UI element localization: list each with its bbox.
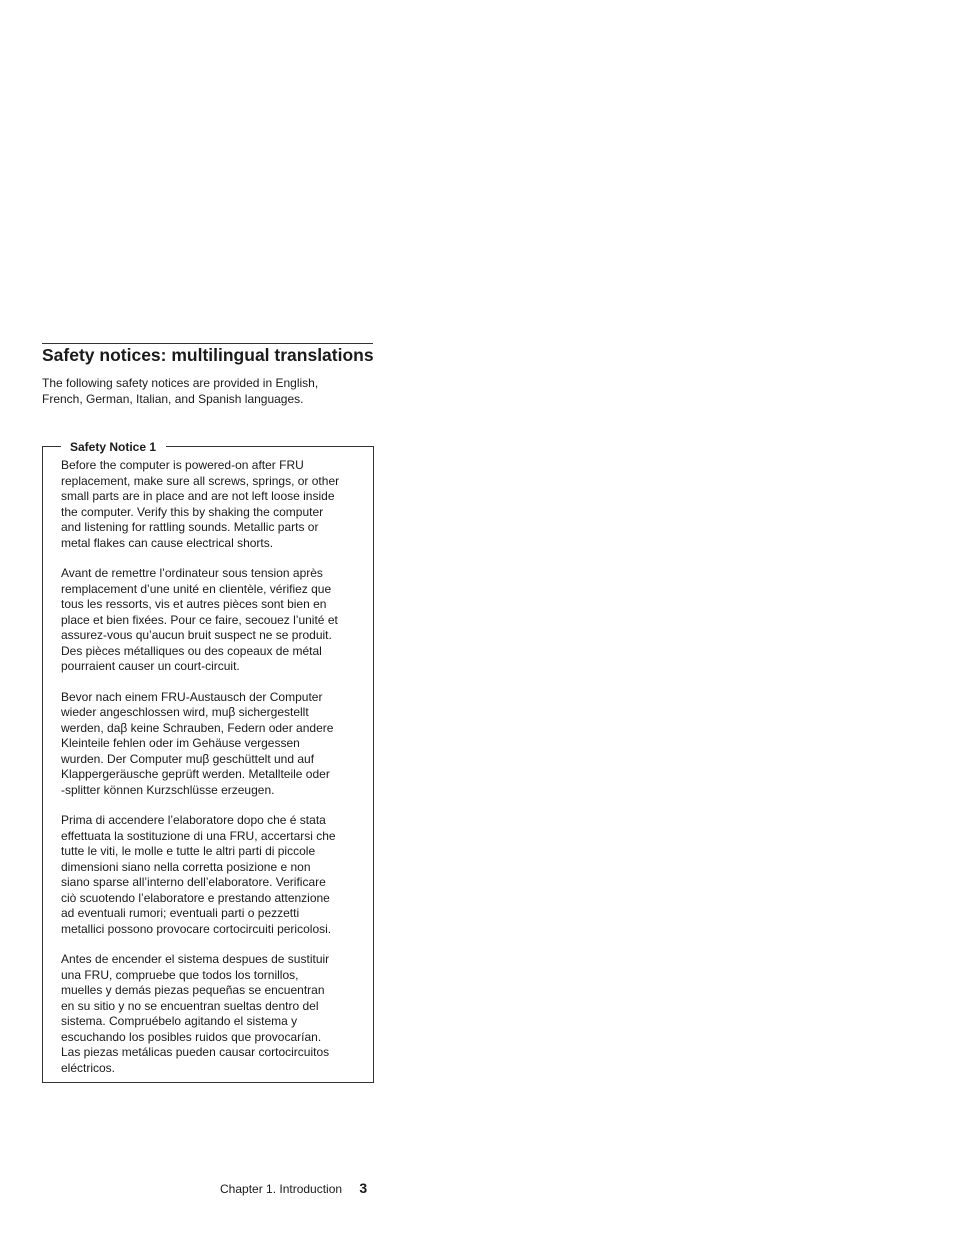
notice-paragraph-english: Before the computer is powered-on after FRU replacement, make sure all screws, springs, or other small parts are in place and are not left loose inside the computer. Verify this by shaking the computer and listening for rattling sounds. Metallic parts or metal flakes can cause electrical shorts. (61, 458, 340, 550)
safety-notice-box (42, 440, 374, 1083)
notice-body (61, 458, 361, 1091)
page-title: Safety notices: multilingual translations (42, 345, 374, 365)
notice-paragraph-italian: Prima di accendere l’elaboratore dopo che é stata effettuata la sostituzione di una FRU, accertarsi che tutte le viti, le molle e tutte le altri parti di piccole dimensioni siano nella corretta posizione e non siano sparse all’interno dell’elaboratore. Verificare ciò scuotendo l’elaboratore e prestando attenzione ad eventuali rumori; eventuali parti o pezzetti metallici possono provocare cortocircuiti pericolosi. (61, 813, 336, 936)
notice-box-top-border-right (166, 446, 373, 447)
notice-paragraph-french: Avant de remettre l’ordinateur sous tension après remplacement d’une unité en clientèle, vérifiez que tous les ressorts, vis et autres pièces sont bien en place et bien fixées. Pour ce faire, secouez l’unité et assurez-vous qu’aucun bruit suspect ne se produit. Des pièces métalliques ou des copeaux de métal pourraient causer un court-circuit. (61, 566, 338, 673)
footer-page-number: 3 (359, 1180, 368, 1196)
footer-chapter-label: Chapter 1. Introduction (220, 1182, 343, 1196)
intro-paragraph: The following safety notices are provided in English, French, German, Italian, and Spanish languages. (42, 376, 319, 406)
notice-paragraph-spanish: Antes de encender el sistema despues de sustituir una FRU, compruebe que todos los tornillos, muelles y demás piezas pequeñas se encuentran en su sitio y no se encuentran sueltas dentro del sistema. Compruébelo agitando el sistema y escuchando los posibles ruidos que provocarían. Las piezas metálicas pueden causar cortocircuitos eléctricos. (61, 952, 330, 1075)
notice-paragraph-german: Bevor nach einem FRU-Austausch der Computer wieder angeschlossen wird, muβ sichergestellt werden, daβ keine Schrauben, Federn oder andere Kleinteile fehlen oder im Gehäuse vergessen wurden. Der Computer muβ geschüttelt und auf Klappergeräusche geprüft werden. Metallteile oder -splitter können Kurzschlüsse erzeugen. (61, 689, 334, 797)
notice-title: Safety Notice 1 (70, 440, 157, 454)
page-footer (220, 1180, 375, 1197)
notice-box-top-border-left (43, 446, 61, 447)
